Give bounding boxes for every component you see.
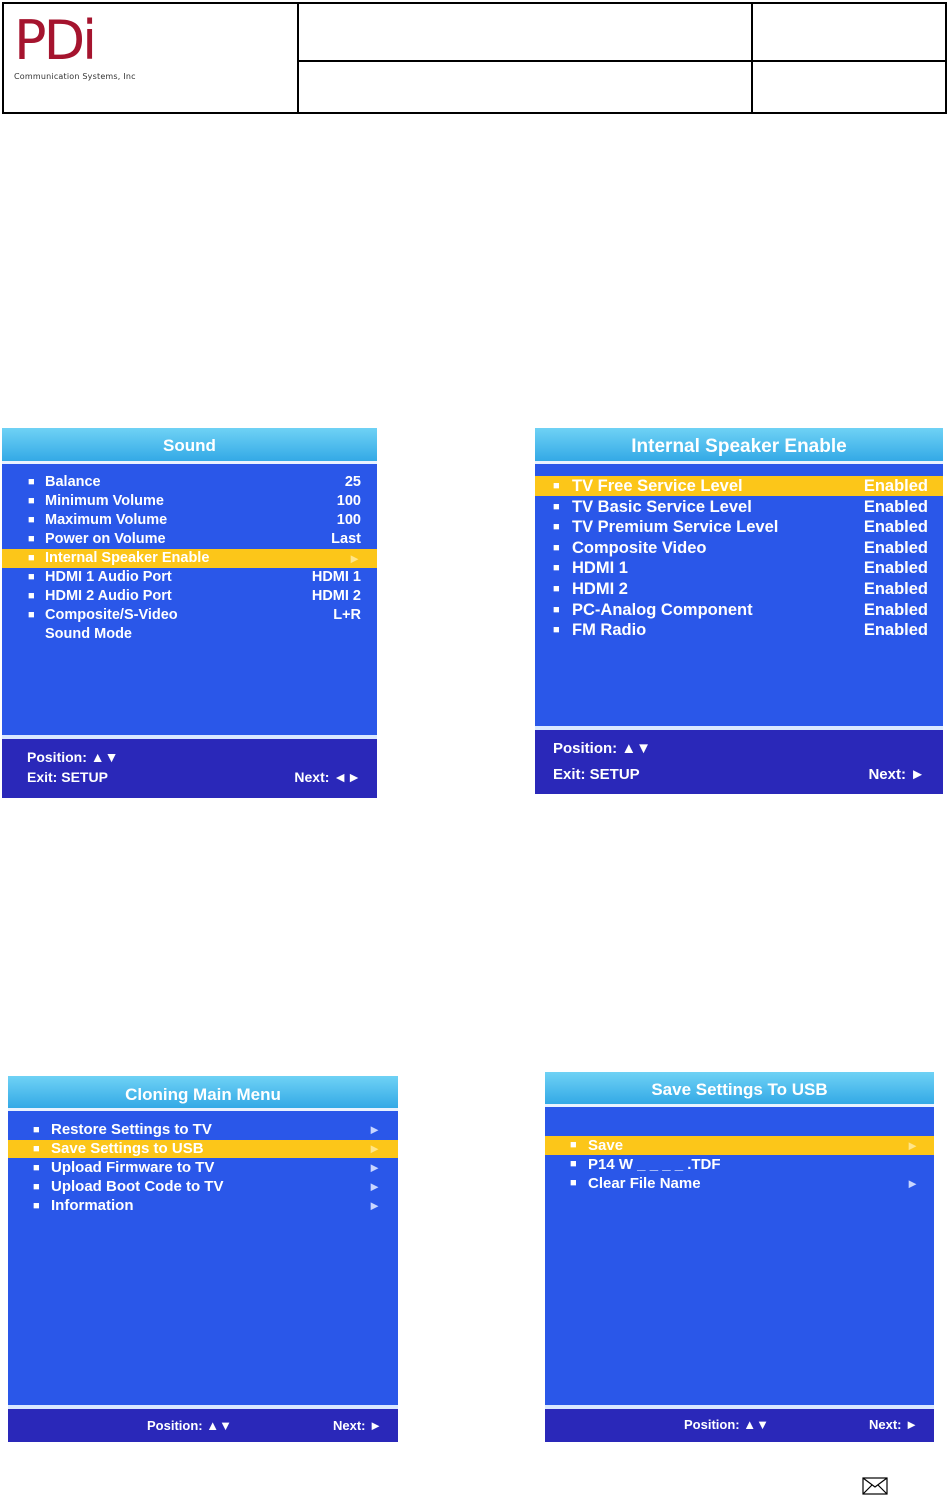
internal-speaker-enable-panel [535, 428, 943, 794]
header-divider [297, 4, 299, 112]
menu-item-value: HDMI 2 [311, 588, 361, 604]
cloning-menu-footer [8, 1405, 398, 1442]
footer-next-hint: Next: ► [869, 1417, 918, 1432]
menu-item-label: TV Basic Service Level [572, 497, 752, 516]
menu-item-value: Enabled [863, 477, 928, 495]
bullet-icon: ■ [553, 624, 560, 637]
menu-item-label: Composite Video [572, 538, 707, 557]
bullet-icon: ■ [33, 1124, 40, 1136]
menu-item[interactable] [545, 1136, 934, 1155]
footer-position-hint: Position: ▲▼ [147, 1418, 232, 1433]
menu-item[interactable] [2, 473, 377, 492]
sound-menu-panel [2, 428, 377, 798]
footer-position-hint: Position: ▲▼ [27, 749, 119, 765]
menu-item[interactable] [2, 587, 377, 606]
menu-item[interactable] [545, 1174, 934, 1193]
save-usb-menu-footer [545, 1405, 934, 1442]
bullet-icon: ■ [570, 1158, 577, 1170]
submenu-arrow-icon: ► [348, 551, 361, 566]
bullet-icon: ■ [553, 500, 560, 513]
pdi-logo [14, 9, 174, 84]
submenu-arrow-icon: ► [368, 1160, 381, 1175]
menu-item-value: Enabled [863, 559, 928, 578]
menu-item-value: L+R [333, 607, 361, 623]
menu-item[interactable] [8, 1159, 398, 1177]
bullet-icon: ■ [33, 1143, 40, 1155]
sound-menu-footer [2, 735, 377, 798]
menu-item[interactable] [535, 558, 943, 578]
menu-item-label: P14 W _ _ _ _ .TDF [588, 1156, 721, 1173]
menu-item[interactable] [2, 530, 377, 549]
bullet-icon: ■ [33, 1162, 40, 1174]
menu-item[interactable] [535, 620, 943, 640]
envelope-icon [862, 1477, 888, 1495]
submenu-arrow-icon: ► [368, 1141, 381, 1156]
cloning-menu-title: Cloning Main Menu [8, 1076, 398, 1111]
menu-item[interactable] [535, 600, 943, 620]
menu-item[interactable] [2, 606, 377, 625]
bullet-icon: ■ [28, 552, 35, 564]
sound-menu-title: Sound [2, 428, 377, 464]
bullet-icon: ■ [570, 1177, 577, 1189]
save-usb-menu-title: Save Settings To USB [545, 1072, 934, 1107]
bullet-icon: ■ [570, 1139, 577, 1151]
footer-next-hint: Next: ► [333, 1418, 382, 1433]
menu-item-label: TV Premium Service Level [572, 518, 779, 537]
logo-wordmark: PDi [14, 9, 95, 72]
menu-item-value: 100 [336, 493, 361, 509]
menu-item-value: HDMI 1 [311, 569, 361, 585]
menu-item[interactable] [8, 1140, 398, 1158]
menu-item-value: 100 [336, 512, 361, 528]
bullet-icon: ■ [553, 562, 560, 575]
menu-item-label: Internal Speaker Enable [45, 550, 210, 566]
submenu-arrow-icon: ► [906, 1138, 919, 1153]
menu-item-label: Save Settings to USB [51, 1140, 204, 1157]
speaker-menu-title: Internal Speaker Enable [535, 428, 943, 464]
menu-item-label: Balance [45, 474, 101, 490]
bullet-icon: ■ [553, 480, 560, 492]
footer-position-hint: Position: ▲▼ [553, 740, 652, 757]
bullet-icon: ■ [28, 514, 35, 526]
menu-item-value: 25 [344, 474, 361, 490]
footer-exit-hint: Exit: SETUP [553, 766, 640, 783]
menu-item-label: Upload Firmware to TV [51, 1159, 215, 1176]
menu-item-value: Enabled [863, 621, 928, 640]
menu-item[interactable] [535, 497, 943, 517]
document-header-table [2, 2, 947, 114]
menu-item[interactable] [535, 517, 943, 537]
menu-item-value: Enabled [863, 497, 928, 516]
bullet-icon: ■ [553, 583, 560, 595]
menu-item[interactable] [545, 1155, 934, 1174]
menu-item-label: Sound Mode [45, 626, 132, 642]
logo-subtitle: Communication Systems, Inc [14, 72, 136, 81]
bullet-icon: ■ [28, 476, 35, 488]
footer-next-hint: Next: ◄► [294, 769, 361, 785]
menu-item-label: Restore Settings to TV [51, 1121, 212, 1138]
menu-item-label: FM Radio [572, 621, 647, 640]
bullet-icon: ■ [553, 541, 560, 554]
menu-item-label: TV Free Service Level [572, 477, 743, 495]
bullet-icon: ■ [28, 495, 35, 507]
menu-item-label: Clear File Name [588, 1175, 701, 1192]
menu-item-label: Save [588, 1137, 624, 1154]
footer-position-hint: Position: ▲▼ [684, 1417, 769, 1432]
footer-exit-hint: Exit: SETUP [27, 769, 108, 785]
bullet-icon: ■ [553, 603, 560, 616]
header-divider [751, 4, 753, 112]
menu-item-label: Information [51, 1197, 134, 1214]
menu-item-label: HDMI 2 [572, 580, 628, 598]
header-divider [299, 60, 945, 62]
bullet-icon: ■ [33, 1181, 40, 1193]
menu-item-label: Maximum Volume [45, 512, 168, 528]
menu-item-label: Minimum Volume [45, 493, 164, 509]
bullet-icon: ■ [28, 533, 35, 545]
menu-item-label: PC-Analog Component [572, 600, 753, 619]
menu-item[interactable] [2, 625, 377, 644]
submenu-arrow-icon: ► [368, 1198, 381, 1213]
submenu-arrow-icon: ► [368, 1179, 381, 1194]
menu-item[interactable] [2, 492, 377, 511]
menu-item[interactable] [2, 511, 377, 530]
bullet-icon: ■ [28, 590, 35, 602]
submenu-arrow-icon: ► [368, 1122, 381, 1137]
menu-item[interactable] [535, 476, 943, 496]
footer-next-hint: Next: ► [868, 766, 925, 783]
menu-item[interactable] [535, 538, 943, 558]
menu-item[interactable] [535, 579, 943, 599]
bullet-icon: ■ [33, 1200, 40, 1212]
bullet-icon: ■ [28, 571, 35, 583]
menu-item-value: Enabled [863, 538, 928, 557]
menu-item-value: Last [331, 531, 361, 547]
cloning-main-menu-panel [8, 1076, 398, 1442]
bullet-icon: ■ [28, 609, 35, 621]
menu-item-label: Power on Volume [45, 531, 166, 547]
save-settings-to-usb-panel [545, 1072, 934, 1442]
menu-item-label: HDMI 2 Audio Port [45, 588, 172, 604]
menu-item[interactable] [2, 568, 377, 587]
menu-item[interactable] [2, 549, 377, 568]
menu-item-label: Composite/S-Video [45, 607, 178, 623]
menu-item[interactable] [8, 1178, 398, 1196]
menu-item[interactable] [8, 1197, 398, 1215]
menu-item-value: Enabled [863, 580, 928, 598]
menu-item-label: HDMI 1 [572, 559, 628, 578]
menu-item-value: Enabled [863, 600, 928, 619]
menu-item-label: HDMI 1 Audio Port [45, 569, 172, 585]
menu-item-value: Enabled [863, 518, 928, 537]
submenu-arrow-icon: ► [906, 1176, 919, 1191]
menu-item-label: Upload Boot Code to TV [51, 1178, 224, 1195]
bullet-icon: ■ [553, 521, 560, 534]
menu-item[interactable] [8, 1121, 398, 1139]
speaker-menu-footer [535, 726, 943, 794]
